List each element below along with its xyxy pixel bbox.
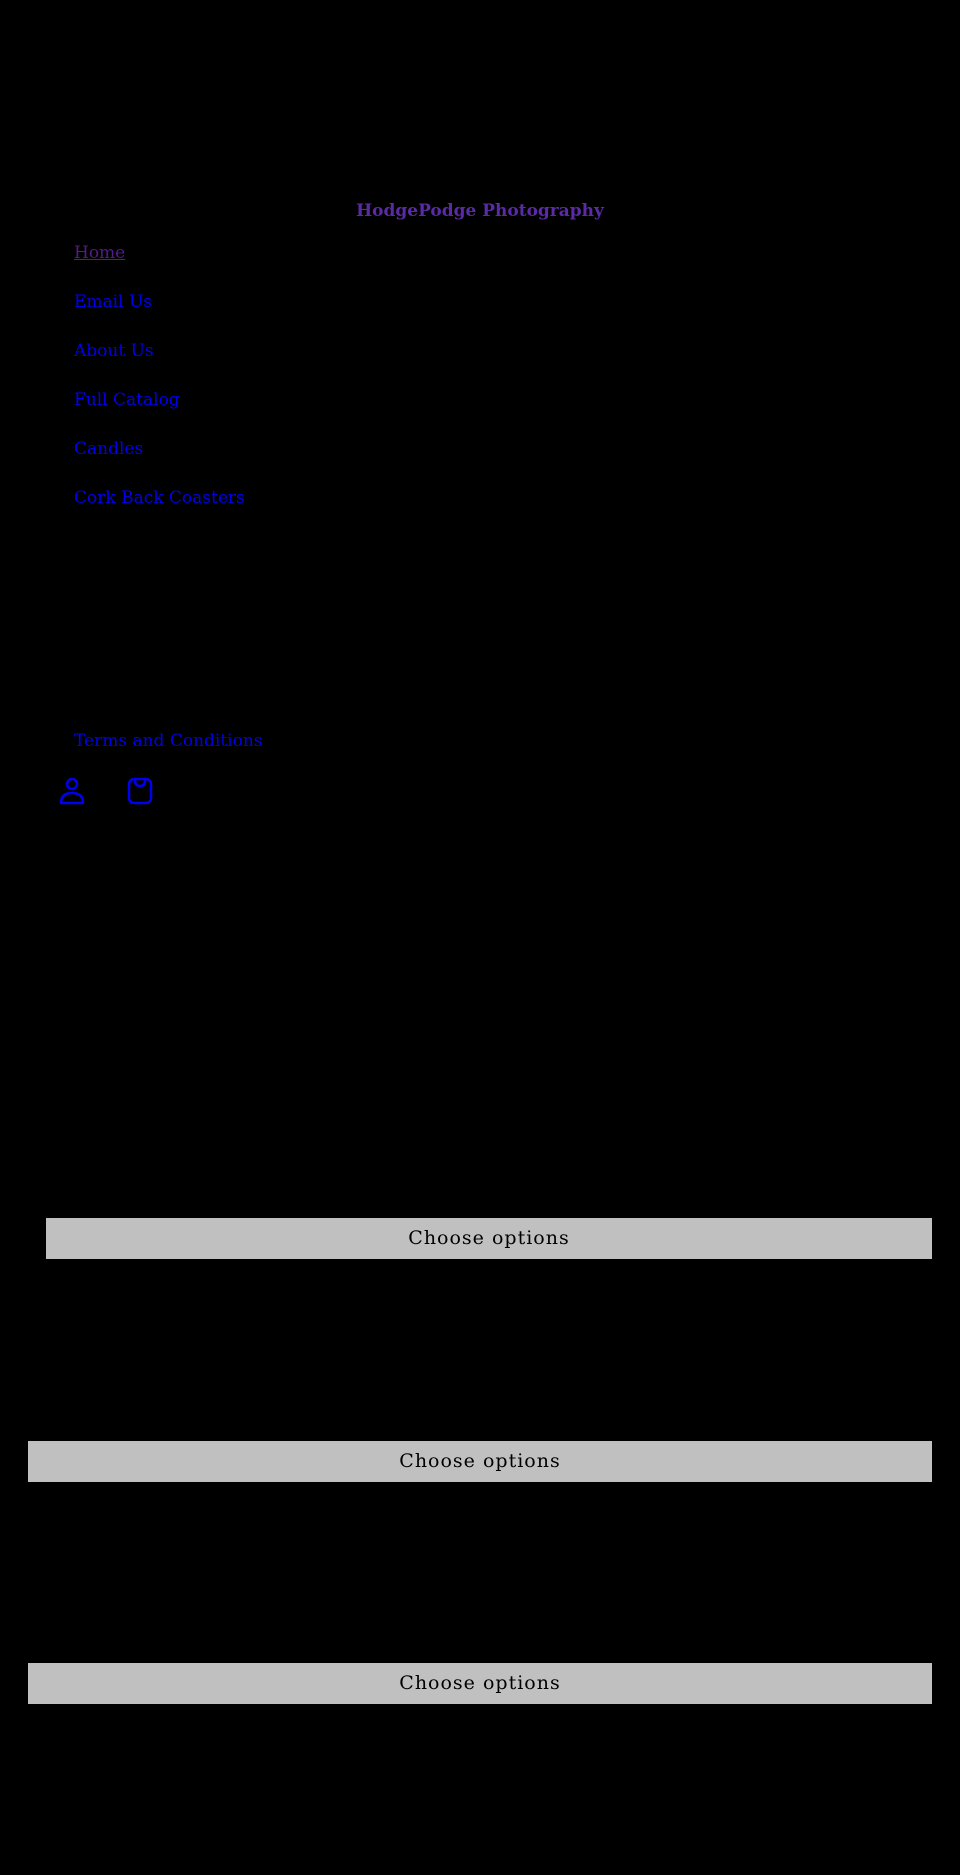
nav-link-cork-back-coasters[interactable]: Cork Back Coasters xyxy=(74,488,245,508)
site-title[interactable]: HodgePodge Photography xyxy=(356,201,604,221)
choose-options-button[interactable]: Choose options xyxy=(28,1441,932,1482)
nav-item-home xyxy=(74,240,245,289)
nav-item-about-us xyxy=(74,338,245,387)
nav-link-email-us[interactable]: Email Us xyxy=(74,292,152,312)
account-icon[interactable] xyxy=(57,776,87,806)
choose-options-button[interactable]: Choose options xyxy=(46,1218,932,1259)
main-nav xyxy=(74,240,245,534)
cart-icon-graphic xyxy=(125,776,155,806)
nav-link-about-us[interactable]: About Us xyxy=(74,341,154,361)
nav-link-home[interactable]: Home xyxy=(74,243,126,263)
nav-item-candles xyxy=(74,436,245,485)
nav-link-terms[interactable]: Terms and Conditions xyxy=(74,731,263,751)
choose-options-button[interactable]: Choose options xyxy=(28,1663,932,1704)
cart-icon[interactable] xyxy=(125,776,155,806)
nav-item-email-us xyxy=(74,289,245,338)
account-icon-graphic xyxy=(57,776,87,806)
nav-item-full-catalog xyxy=(74,387,245,436)
nav-link-candles[interactable]: Candles xyxy=(74,439,144,459)
nav-item-cork-back-coasters xyxy=(74,485,245,534)
nav-link-full-catalog[interactable]: Full Catalog xyxy=(74,390,180,410)
